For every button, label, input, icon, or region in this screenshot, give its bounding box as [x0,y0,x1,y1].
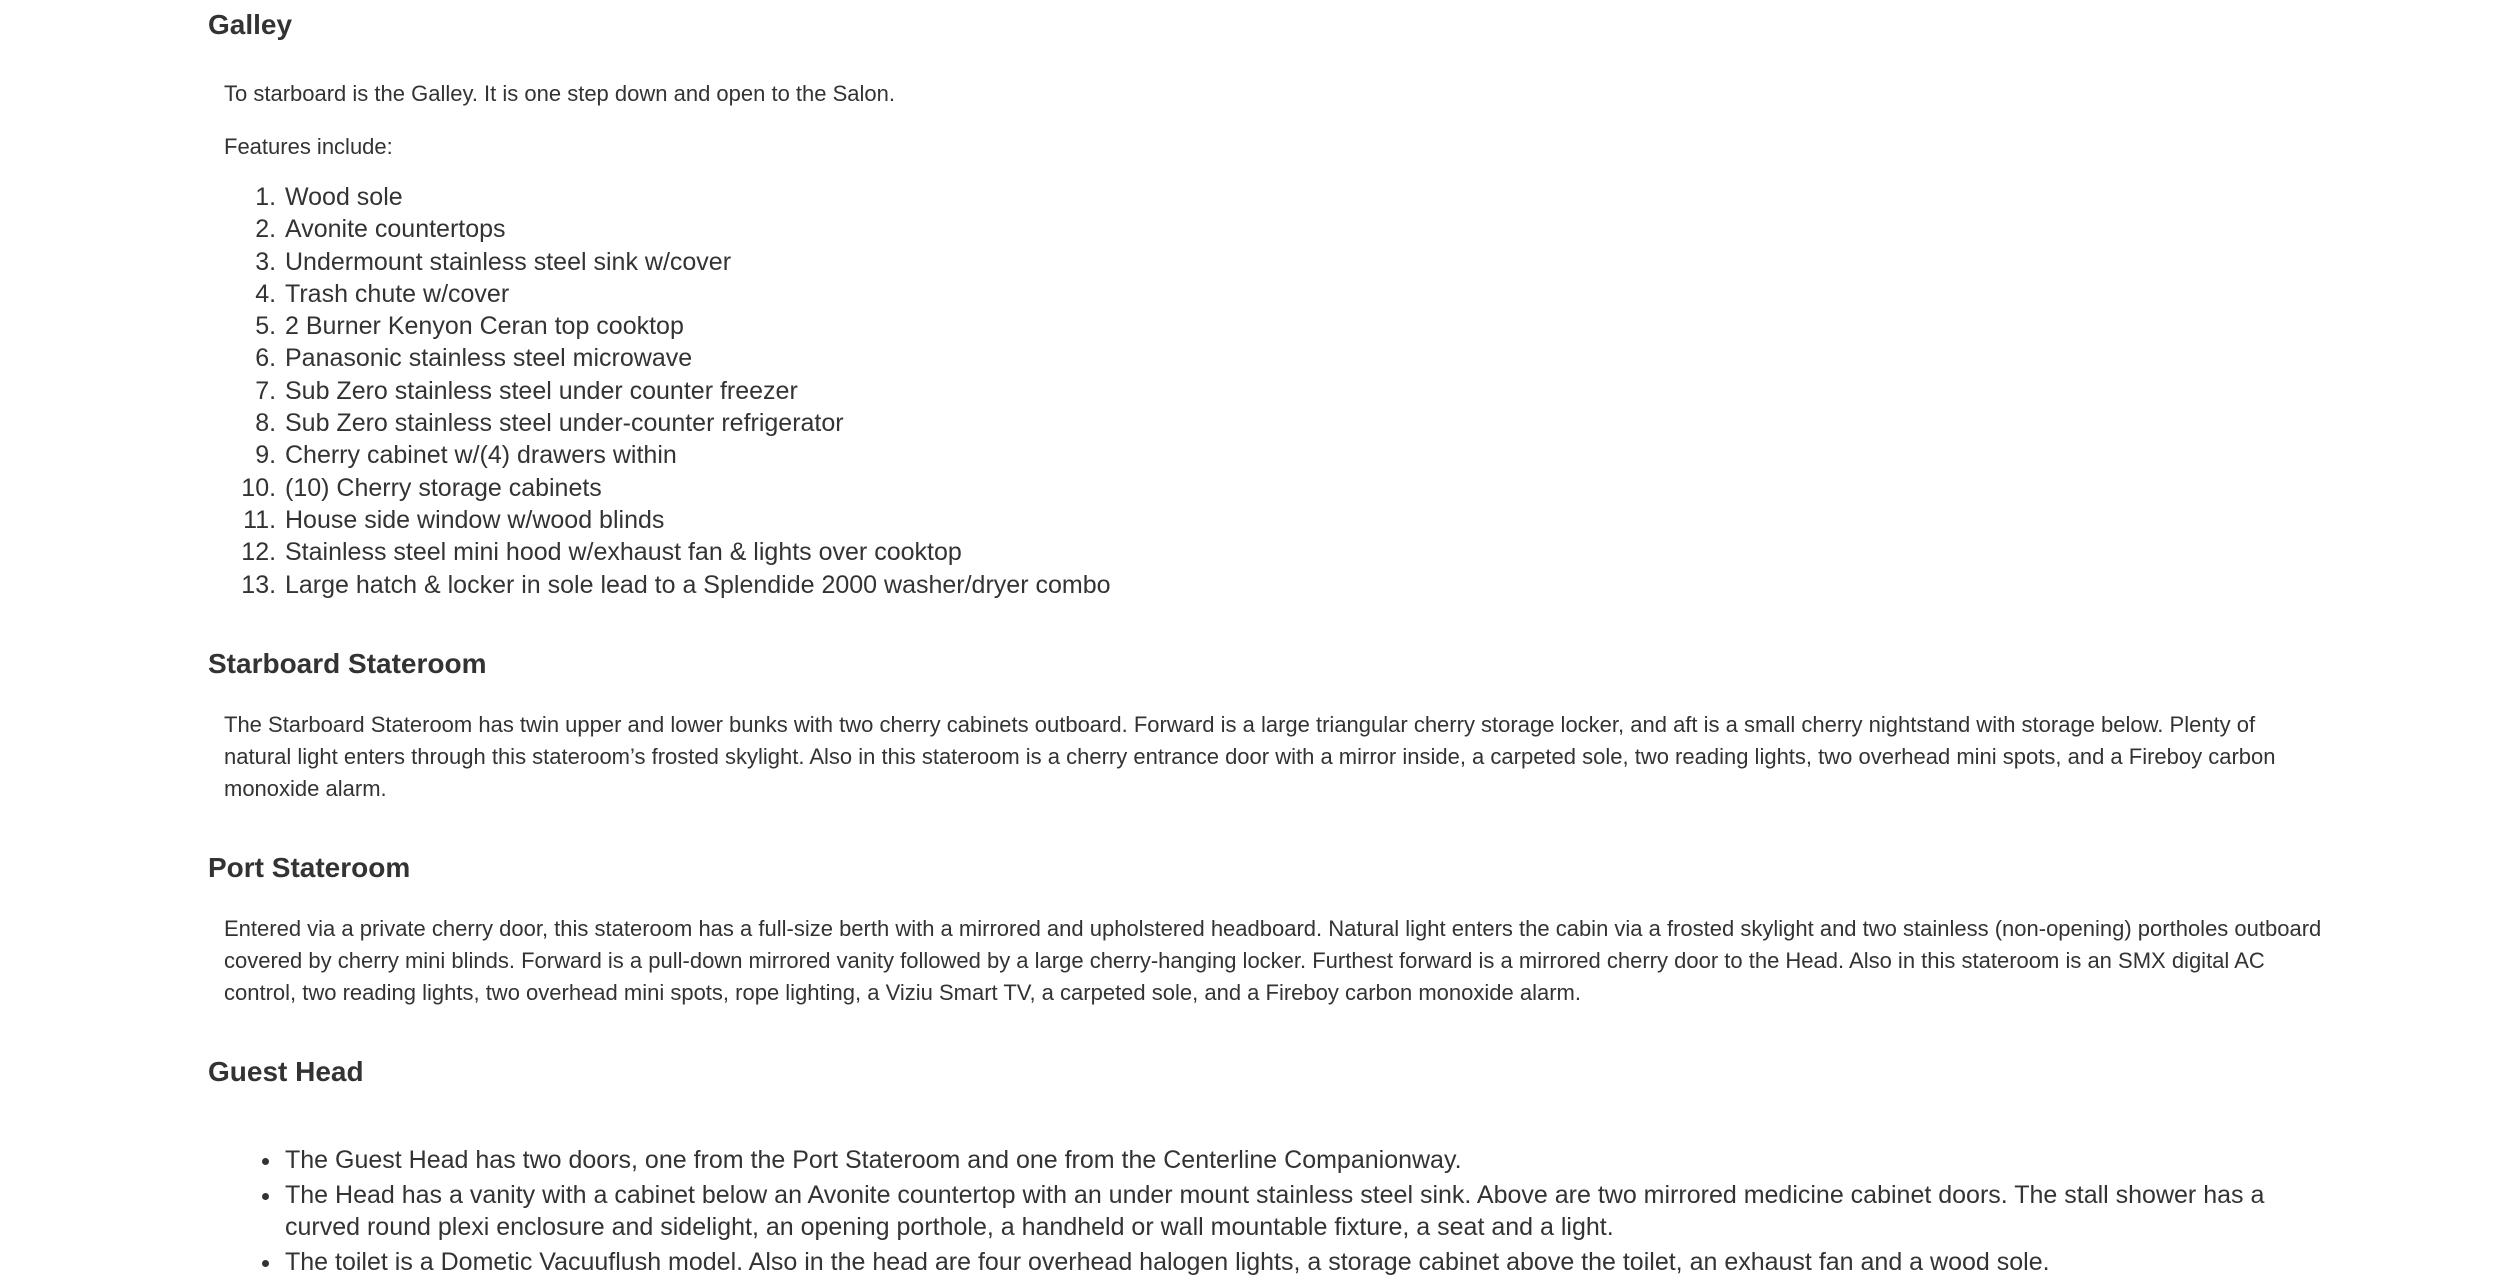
galley-section [208,8,2328,601]
port-stateroom-section [208,851,2328,1009]
list-item: 13. Large hatch & locker in sole lead to a Splendide 2000 washer/dryer combo [283,569,2328,601]
list-item: 5. 2 Burner Kenyon Ceran top cooktop [283,310,2328,342]
guest-head-section [208,1055,2328,1281]
list-item: 10. (10) Cherry storage cabinets [283,472,2328,504]
starboard-stateroom-heading: Starboard Stateroom [208,647,487,679]
list-item: 4. Trash chute w/cover [283,278,2328,310]
guest-head-list [208,1141,2328,1281]
list-item: 12. Stainless steel mini hood w/exhaust fan & lights over cooktop [283,536,2328,568]
list-item: • The Head has a vanity with a cabinet below an Avonite countertop with an under mount stainless steel sink. Above are two mirrored medicine cabinet doors. The stall shower has a curved round plexi enclosure and sidelight, an opening porthole, a handheld or wall mountable fixture, a seat and a light. [283,1179,2328,1243]
port-stateroom-heading: Port Stateroom [208,851,411,883]
starboard-stateroom-section [208,647,2328,805]
list-item: 2. Avonite countertops [283,213,2328,245]
page-content [208,0,2328,1281]
galley-features-list [208,181,2328,601]
galley-features-label: Features include: [224,134,393,159]
list-item: • The toilet is a Dometic Vacuuflush model. Also in the head are four overhead halogen lights, a storage cabinet above the toilet, an exhaust fan and a wood sole. [283,1243,2328,1281]
galley-heading: Galley [208,9,293,40]
starboard-stateroom-text: The Starboard Stateroom has twin upper and lower bunks with two cherry cabinets outboard. Forward is a large triangular cherry storage locker, and aft is a small cherry nightstand with storage below. Plenty of natural light enters through this stateroom’s frosted skylight. Also in this stateroom is a cherry entrance door with a mirror inside, a carpeted sole, two reading lights, two overhead mini spots, and a Fireboy carbon monoxide alarm. [224,711,2276,801]
galley-intro: To starboard is the Galley. It is one step down and open to the Salon. [224,81,896,106]
list-item: 8. Sub Zero stainless steel under-counter refrigerator [283,407,2328,439]
list-item: 1. Wood sole [283,181,2328,213]
list-item: 7. Sub Zero stainless steel under counter freezer [283,375,2328,407]
list-item: 9. Cherry cabinet w/(4) drawers within [283,439,2328,471]
guest-head-heading: Guest Head [208,1055,364,1087]
port-stateroom-text: Entered via a private cherry door, this stateroom has a full-size berth with a mirrored and upholstered headboard. Natural light enters the cabin via a frosted skylight and two stainless (non-opening) portholes outboard covered by cherry mini blinds. Forward is a pull-down mirrored vanity followed by a large cherry-hanging locker. Furthest forward is a mirrored cherry door to the Head. Also in this stateroom is an SMX digital AC control, two reading lights, two overhead mini spots, rope lighting, a Viziu Smart TV, a carpeted sole, and a Fireboy carbon monoxide alarm. [224,915,2322,1005]
list-item: 11. House side window w/wood blinds [283,504,2328,536]
list-item: • The Guest Head has two doors, one from the Port Stateroom and one from the Centerline Companionway. [283,1141,2328,1179]
list-item: 3. Undermount stainless steel sink w/cover [283,246,2328,278]
list-item: 6. Panasonic stainless steel microwave [283,342,2328,374]
